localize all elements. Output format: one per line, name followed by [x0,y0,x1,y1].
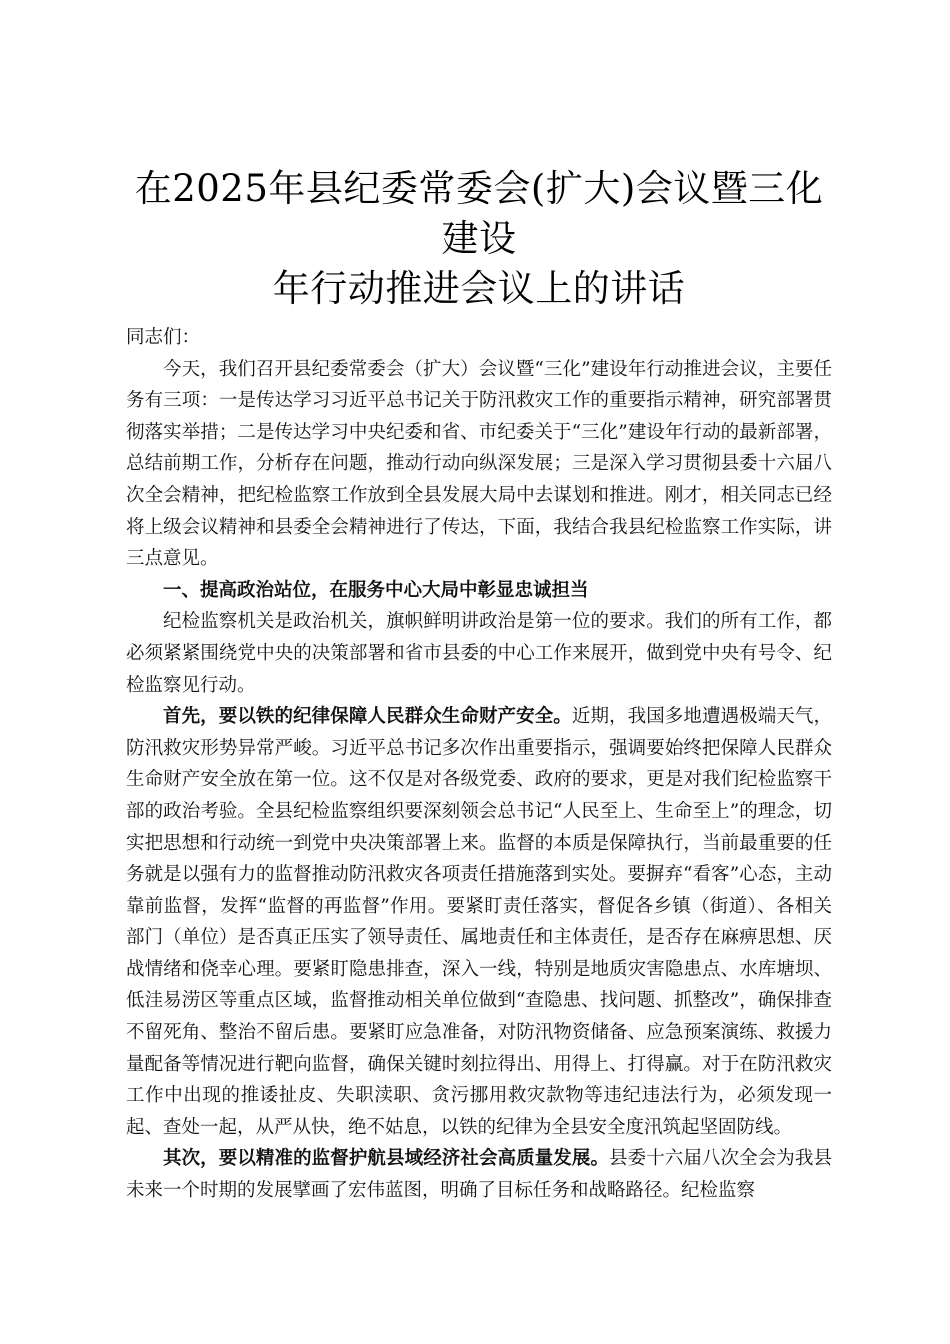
salutation: 同志们： [126,327,201,348]
title-line-2: 年行动推进会议上的讲话 [272,267,686,310]
first-point-lead: 首先，要以铁的纪律保障人民群众生命财产安全。 [163,706,572,728]
section-1-paragraph: 纪检监察机关是政治机关，旗帜鲜明讲政治是第一位的要求。我们的所有工作，都必须紧紧围绕党中央的决策部署和省市县委的中心工作来展开，做到党中央有号令、纪检监察见行动。 [126,611,832,696]
title-line-1: 在2025年县纪委常委会(扩大)会议暨三化建设 [134,167,824,260]
second-point-paragraph [126,1143,832,1206]
document-title [126,164,832,314]
intro-paragraph: 今天，我们召开县纪委常委会（扩大）会议暨“三化”建设年行动推进会议，主要任务有三项：一是传达学习习近平总书记关于防汛救灾工作的重要指示精神，研究部署贯彻落实举措；二是传达学习中央纪委和省、市纪委关于“三化”建设年行动的最新部署，总结前期工作，分析存在问题，推动行动向纵深发展；三是深入学习贯彻县委十六届八次全会精神，把纪检监察工作放到全县发展大局中去谋划和推进。刚才，相关同志已经将上级会议精神和县委全会精神进行了传达，下面，我结合我县纪检监察工作实际，讲三点意见。 [126,358,832,570]
section-1-heading: 一、提高政治站位，在服务中心大局中彰显忠诚担当 [163,579,589,601]
first-point-paragraph [126,701,832,1143]
document-page [126,164,832,1207]
first-point-body: 近期，我国多地遭遇极端天气，防汛救灾形势异常严峻。习近平总书记多次作出重要指示，强调要始终把保障人民群众生命财产安全放在第一位。这不仅是对各级党委、政府的要求，更是对我们纪检监察干部的政治考验。全县纪检监察组织要深刻领会总书记“人民至上、生命至上”的理念，切实把思想和行动统一到党中央决策部署上来。监督的本质是保障执行，当前最重要的任务就是以强有力的监督推动防汛救灾各项责任措施落到实处。要摒弃“看客”心态，主动靠前监督，发挥“监督的再监督”作用。要紧盯责任落实，督促各乡镇（街道）、各相关部门（单位）是否真正压实了领导责任、属地责任和主体责任，是否存在麻痹思想、厌战情绪和侥幸心理。要紧盯隐患排查，深入一线，特别是地质灾害隐患点、水库塘坝、低洼易涝区等重点区域，监督推动相关单位做到“查隐患、找问题、抓整改”，确保排查不留死角、整治不留后患。要紧盯应急准备，对防汛物资储备、应急预案演练、救援力量配备等情况进行靶向监督，确保关键时刻拉得出、用得上、打得赢。对于在防汛救灾工作中出现的推诿扯皮、失职渎职、贪污挪用救灾款物等违纪违法行为，必须发现一起、查处一起，从严从快，绝不姑息，以铁的纪律为全县安全度汛筑起坚固防线。 [126,706,832,1138]
second-point-lead: 其次，要以精准的监督护航县域经济社会高质量发展。 [163,1148,610,1170]
second-point-body: 县委十六届八次全会为我县未来一个时期的发展擘画了宏伟蓝图，明确了目标任务和战略路径。纪检监察 [126,1148,832,1202]
